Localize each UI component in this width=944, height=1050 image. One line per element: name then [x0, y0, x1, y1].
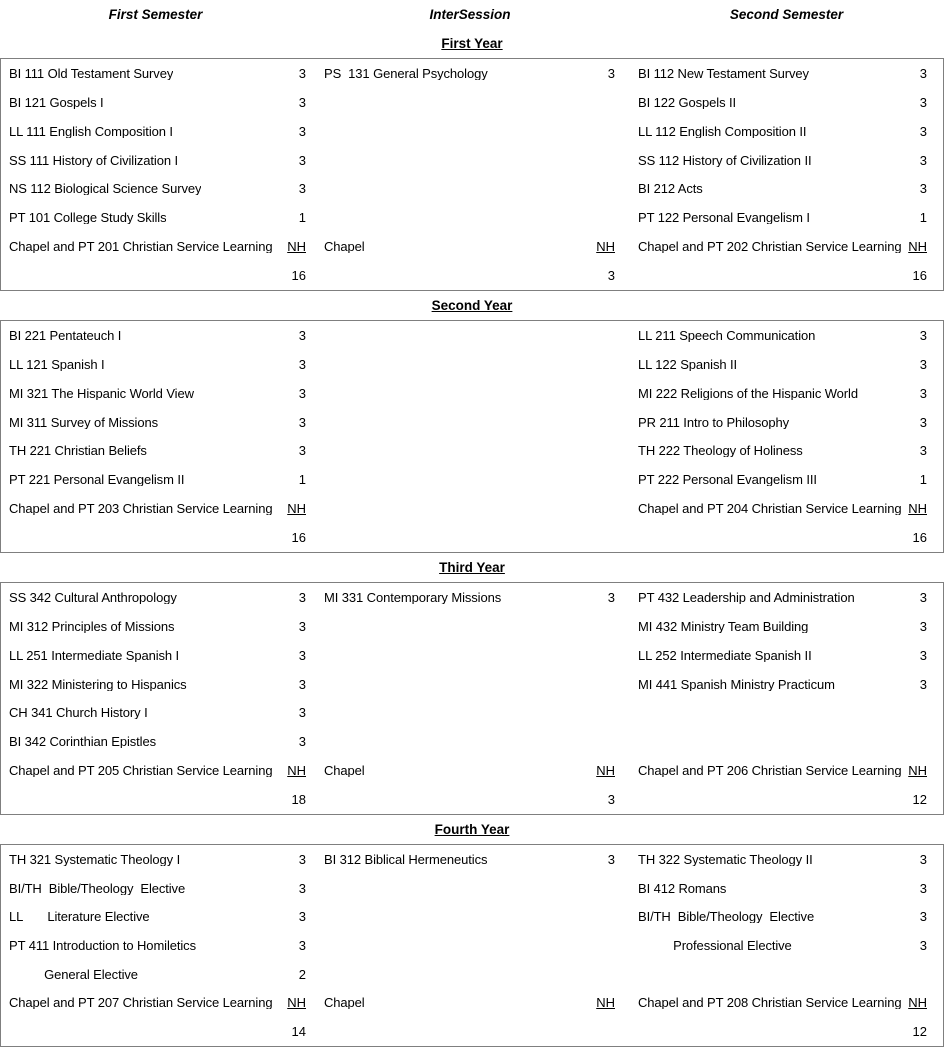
course-row: [1, 175, 312, 204]
course-row: [630, 465, 944, 494]
course-credit: 1: [298, 472, 306, 488]
course-credit: 3: [919, 94, 927, 110]
course-credit: 3: [298, 705, 306, 721]
course-name: PR 211 Intro to Philosophy: [638, 415, 790, 429]
semester-column: [1, 845, 312, 1046]
empty-row: [312, 727, 630, 756]
course-name: BI 122 Gospels II: [638, 95, 737, 109]
empty-row: [312, 612, 630, 641]
semester-column: [312, 845, 630, 1046]
course-row: [1, 203, 312, 232]
course-credit: 3: [298, 327, 306, 343]
year-box: [0, 58, 944, 291]
header-second-semester: Second Semester: [729, 7, 844, 22]
year-box: [0, 320, 944, 553]
header-intersession: InterSession: [429, 7, 511, 22]
course-name: Chapel and PT 204 Christian Service Learning: [638, 502, 902, 516]
course-row: [1, 350, 312, 379]
course-credit: 3: [298, 123, 306, 139]
course-row: [1, 379, 312, 408]
semester-column: [630, 583, 944, 814]
course-name: PT 221 Personal Evangelism II: [9, 473, 185, 487]
course-name: Chapel: [324, 764, 365, 778]
semester-column: [312, 583, 630, 814]
course-credit: NH: [287, 763, 306, 779]
course-credit: 3: [919, 65, 927, 81]
empty-row: [630, 960, 944, 989]
course-credit: 3: [298, 734, 306, 750]
semester-total-credits: 16: [291, 268, 306, 284]
empty-row: [312, 146, 630, 175]
total-row: [312, 261, 630, 290]
course-row: [630, 902, 944, 931]
course-row: [1, 641, 312, 670]
course-name: SS 111 History of Civilization I: [9, 153, 178, 167]
total-row: [630, 523, 944, 552]
course-credit: 3: [919, 909, 927, 925]
course-name: MI 321 The Hispanic World View: [9, 386, 194, 400]
semester-total-credits: 14: [291, 1024, 306, 1040]
course-credit: 1: [919, 210, 927, 226]
course-row: [630, 350, 944, 379]
course-row: [630, 641, 944, 670]
course-row: [630, 146, 944, 175]
total-row: [630, 261, 944, 290]
course-credit: 3: [919, 618, 927, 634]
course-credit: NH: [908, 995, 927, 1011]
course-credit: NH: [908, 763, 927, 779]
empty-row: [312, 670, 630, 699]
year-box: [0, 582, 944, 815]
course-row: [1, 756, 312, 785]
course-name: PT 122 Personal Evangelism I: [638, 211, 810, 225]
course-row: [630, 321, 944, 350]
course-credit: 3: [298, 618, 306, 634]
course-name: TH 221 Christian Beliefs: [9, 444, 147, 458]
empty-row: [312, 203, 630, 232]
course-row: [1, 59, 312, 88]
course-credit: 3: [919, 676, 927, 692]
course-credit: 3: [298, 880, 306, 896]
course-name: LL 121 Spanish I: [9, 357, 105, 371]
course-credit: NH: [596, 995, 615, 1011]
course-row: [1, 670, 312, 699]
course-row: [312, 845, 630, 874]
course-name: Chapel: [324, 996, 365, 1010]
course-credit: 3: [919, 181, 927, 197]
course-credit: 3: [298, 676, 306, 692]
semester-total-credits: 16: [912, 530, 927, 546]
semester-column: [630, 321, 944, 552]
empty-row: [312, 641, 630, 670]
course-row: [630, 437, 944, 466]
course-row: [1, 931, 312, 960]
empty-row: [312, 350, 630, 379]
course-name: LL 111 English Composition I: [9, 124, 173, 138]
course-name: PT 411 Introduction to Homiletics: [9, 939, 196, 953]
semester-total-credits: 12: [912, 792, 927, 808]
course-row: [630, 408, 944, 437]
course-credit: 3: [298, 443, 306, 459]
empty-row: [312, 465, 630, 494]
course-credit: 3: [298, 589, 306, 605]
course-row: [1, 727, 312, 756]
course-row: [312, 59, 630, 88]
course-name: MI 222 Religions of the Hispanic World: [638, 386, 858, 400]
course-credit: 3: [298, 356, 306, 372]
course-row: [630, 874, 944, 903]
course-row: [1, 583, 312, 612]
course-row: [630, 612, 944, 641]
semester-column: [1, 59, 312, 290]
empty-row: [312, 408, 630, 437]
course-credit: NH: [908, 239, 927, 255]
course-row: [1, 699, 312, 728]
course-credit: NH: [287, 995, 306, 1011]
empty-row: [312, 321, 630, 350]
total-row: [312, 785, 630, 814]
course-credit: 3: [919, 443, 927, 459]
total-row: [630, 1017, 944, 1046]
course-name: Chapel and PT 202 Christian Service Learning: [638, 240, 902, 254]
course-row: [1, 960, 312, 989]
course-credit: 3: [298, 181, 306, 197]
year-title-text: First Year: [441, 36, 503, 51]
course-name: LL 251 Intermediate Spanish I: [9, 648, 180, 662]
course-credit: 3: [919, 589, 927, 605]
semester-column: [1, 321, 312, 552]
course-credit: 3: [919, 327, 927, 343]
empty-row: [312, 379, 630, 408]
empty-row: [312, 902, 630, 931]
course-name: BI 112 New Testament Survey: [638, 66, 809, 80]
semester-total-credits: 16: [291, 530, 306, 546]
course-name: SS 342 Cultural Anthropology: [9, 590, 177, 604]
course-name: TH 321 Systematic Theology I: [9, 852, 181, 866]
course-name: PT 222 Personal Evangelism III: [638, 473, 817, 487]
course-row: [1, 437, 312, 466]
course-row: [1, 612, 312, 641]
semester-column: [630, 845, 944, 1046]
course-row: [1, 989, 312, 1018]
course-row: [630, 583, 944, 612]
course-name: Chapel and PT 201 Christian Service Learning: [9, 240, 273, 254]
course-name: TH 322 Systematic Theology II: [638, 852, 813, 866]
semester-total-credits: 3: [607, 268, 615, 284]
course-name: Chapel and PT 207 Christian Service Learning: [9, 996, 273, 1010]
course-name: CH 341 Church History I: [9, 706, 148, 720]
empty-row: [312, 699, 630, 728]
year-title-text: Third Year: [439, 560, 505, 575]
course-credit: 3: [298, 414, 306, 430]
course-row: [312, 989, 630, 1018]
course-row: [312, 583, 630, 612]
course-name: MI 432 Ministry Team Building: [638, 619, 809, 633]
course-name: BI/TH Bible/Theology Elective: [9, 881, 186, 895]
course-name: BI 412 Romans: [638, 881, 727, 895]
course-row: [630, 845, 944, 874]
course-name: PT 432 Leadership and Administration: [638, 590, 855, 604]
empty-row: [312, 117, 630, 146]
course-name: PT 101 College Study Skills: [9, 211, 167, 225]
course-credit: NH: [287, 501, 306, 517]
course-credit: 3: [919, 356, 927, 372]
course-row: [630, 989, 944, 1018]
course-name: Professional Elective: [638, 939, 792, 953]
semester-column: [630, 59, 944, 290]
course-row: [312, 756, 630, 785]
course-credit: NH: [287, 239, 306, 255]
course-credit: 3: [607, 65, 615, 81]
semester-header-row: [0, 0, 944, 29]
course-credit: 3: [919, 123, 927, 139]
header-first-semester: First Semester: [108, 7, 203, 22]
course-name: MI 322 Ministering to Hispanics: [9, 677, 187, 691]
course-name: Chapel and PT 206 Christian Service Learning: [638, 764, 902, 778]
course-name: LL 112 English Composition II: [638, 124, 807, 138]
empty-row: [312, 523, 630, 552]
course-name: LL 122 Spanish II: [638, 357, 738, 371]
semester-total-credits: 12: [912, 1024, 927, 1040]
course-credit: 3: [919, 938, 927, 954]
semester-total-credits: 3: [607, 792, 615, 808]
course-row: [630, 117, 944, 146]
course-credit: NH: [596, 763, 615, 779]
course-row: [630, 494, 944, 523]
course-credit: 3: [298, 94, 306, 110]
course-row: [312, 232, 630, 261]
course-name: LL 211 Speech Communication: [638, 328, 816, 342]
empty-row: [630, 727, 944, 756]
course-row: [1, 321, 312, 350]
course-credit: 3: [607, 851, 615, 867]
semester-total-credits: 18: [291, 792, 306, 808]
course-row: [1, 88, 312, 117]
course-row: [1, 494, 312, 523]
empty-row: [312, 494, 630, 523]
course-name: Chapel and PT 208 Christian Service Learning: [638, 996, 902, 1010]
year-title: [0, 291, 944, 320]
course-credit: 2: [298, 966, 306, 982]
total-row: [1, 785, 312, 814]
course-row: [630, 670, 944, 699]
empty-row: [312, 175, 630, 204]
total-row: [1, 523, 312, 552]
course-credit: 3: [298, 647, 306, 663]
course-credit: 3: [919, 851, 927, 867]
course-name: BI 111 Old Testament Survey: [9, 66, 174, 80]
course-name: General Elective: [9, 967, 138, 981]
course-credit: 1: [919, 472, 927, 488]
course-name: MI 331 Contemporary Missions: [324, 590, 502, 604]
course-name: Chapel: [324, 240, 365, 254]
course-credit: 3: [298, 65, 306, 81]
total-row: [1, 261, 312, 290]
course-name: MI 312 Principles of Missions: [9, 619, 175, 633]
course-row: [1, 117, 312, 146]
total-row: [1, 1017, 312, 1046]
course-row: [1, 232, 312, 261]
semester-column: [1, 583, 312, 814]
course-row: [1, 874, 312, 903]
course-name: Chapel and PT 205 Christian Service Learning: [9, 764, 273, 778]
course-credit: 3: [298, 385, 306, 401]
course-row: [630, 756, 944, 785]
course-row: [630, 931, 944, 960]
empty-row: [312, 88, 630, 117]
course-credit: 3: [919, 152, 927, 168]
course-row: [630, 88, 944, 117]
course-credit: 3: [298, 938, 306, 954]
course-row: [630, 232, 944, 261]
course-credit: NH: [908, 501, 927, 517]
course-name: BI 121 Gospels I: [9, 95, 104, 109]
course-row: [1, 465, 312, 494]
course-name: LL Literature Elective: [9, 910, 150, 924]
empty-row: [312, 1017, 630, 1046]
empty-row: [312, 874, 630, 903]
year-sections: [0, 29, 944, 1047]
empty-row: [312, 931, 630, 960]
course-name: PS 131 General Psychology: [324, 66, 488, 80]
course-credit: NH: [596, 239, 615, 255]
course-name: TH 222 Theology of Holiness: [638, 444, 803, 458]
year-title-text: Second Year: [431, 298, 513, 313]
course-name: NS 112 Biological Science Survey: [9, 182, 202, 196]
course-name: SS 112 History of Civilization II: [638, 153, 812, 167]
course-credit: 3: [607, 589, 615, 605]
course-credit: 3: [919, 880, 927, 896]
course-credit: 3: [298, 851, 306, 867]
course-credit: 1: [298, 210, 306, 226]
course-row: [630, 379, 944, 408]
year-title: [0, 29, 944, 58]
course-name: BI 221 Pentateuch I: [9, 328, 122, 342]
course-credit: 3: [919, 647, 927, 663]
course-row: [1, 146, 312, 175]
semester-column: [312, 321, 630, 552]
year-box: [0, 844, 944, 1047]
course-row: [1, 845, 312, 874]
year-title-text: Fourth Year: [434, 822, 510, 837]
total-row: [630, 785, 944, 814]
course-row: [630, 203, 944, 232]
course-credit: 3: [298, 152, 306, 168]
course-name: Chapel and PT 203 Christian Service Learning: [9, 502, 273, 516]
course-credit: 3: [298, 909, 306, 925]
semester-total-credits: 16: [912, 268, 927, 284]
course-credit: 3: [919, 414, 927, 430]
course-row: [1, 408, 312, 437]
course-name: BI 312 Biblical Hermeneutics: [324, 852, 488, 866]
empty-row: [312, 960, 630, 989]
course-name: MI 311 Survey of Missions: [9, 415, 158, 429]
course-credit: 3: [919, 385, 927, 401]
course-row: [1, 902, 312, 931]
course-row: [630, 175, 944, 204]
course-name: BI 342 Corinthian Epistles: [9, 735, 156, 749]
year-title: [0, 815, 944, 844]
course-row: [630, 59, 944, 88]
course-name: BI/TH Bible/Theology Elective: [638, 910, 815, 924]
course-name: MI 441 Spanish Ministry Practicum: [638, 677, 835, 691]
course-name: BI 212 Acts: [638, 182, 703, 196]
empty-row: [630, 699, 944, 728]
year-title: [0, 553, 944, 582]
course-name: LL 252 Intermediate Spanish II: [638, 648, 812, 662]
empty-row: [312, 437, 630, 466]
semester-column: [312, 59, 630, 290]
